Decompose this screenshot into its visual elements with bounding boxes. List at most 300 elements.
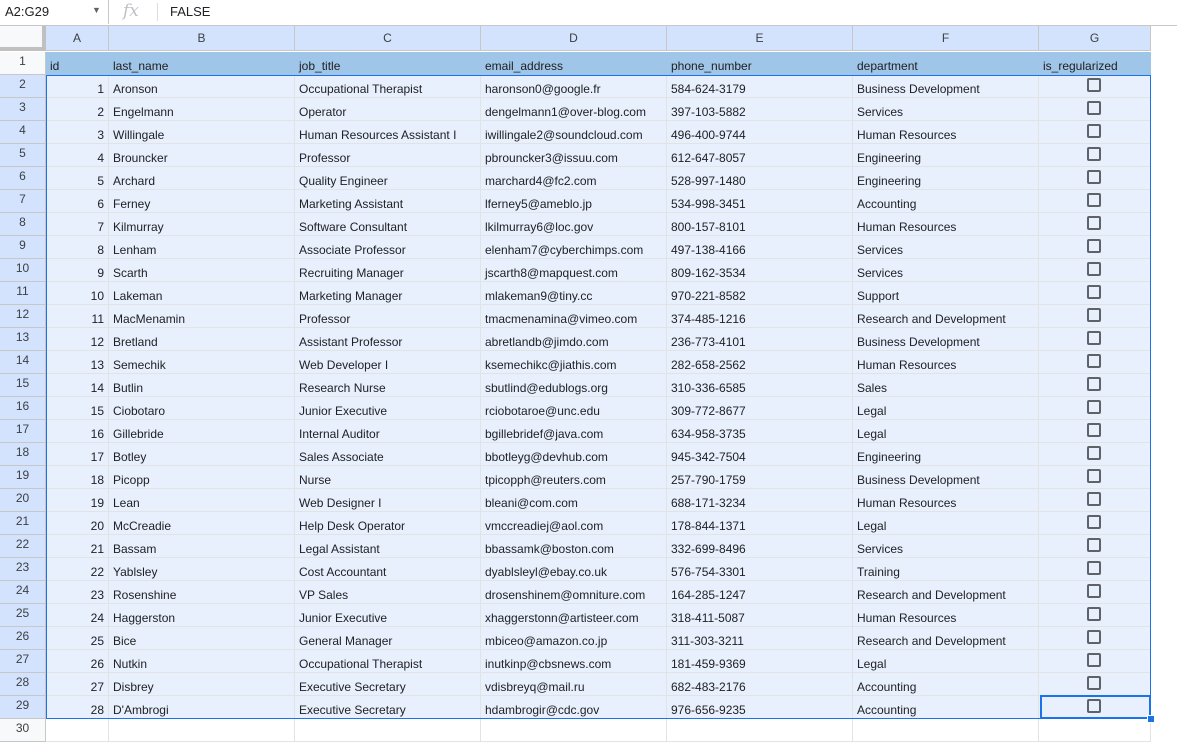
table-cell[interactable]: Accounting [853, 673, 1039, 696]
checkbox-cell[interactable] [1039, 236, 1151, 259]
table-cell[interactable]: 612-647-8057 [667, 144, 853, 167]
table-cell[interactable]: Business Development [853, 75, 1039, 98]
empty-cell[interactable] [1039, 719, 1151, 742]
checkbox-cell[interactable] [1039, 305, 1151, 328]
row-number[interactable]: 10 [0, 259, 46, 282]
checkbox-icon[interactable] [1087, 699, 1101, 713]
checkbox-icon[interactable] [1087, 124, 1101, 138]
table-cell[interactable]: Occupational Therapist [295, 75, 481, 98]
table-cell[interactable]: 310-336-6585 [667, 374, 853, 397]
table-cell[interactable]: Services [853, 259, 1039, 282]
table-row [0, 144, 1177, 167]
empty-cell[interactable] [667, 719, 853, 742]
table-cell[interactable]: bgillebridef@java.com [481, 420, 667, 443]
table-cell[interactable]: Lakeman [109, 282, 295, 305]
column-header-a[interactable]: A [46, 26, 109, 51]
table-cell[interactable]: 16 [46, 420, 109, 443]
table-cell[interactable]: Gillebride [109, 420, 295, 443]
table-cell[interactable]: Services [853, 535, 1039, 558]
table-cell[interactable]: Engineering [853, 144, 1039, 167]
checkbox-icon[interactable] [1087, 400, 1101, 414]
table-cell[interactable]: 181-459-9369 [667, 650, 853, 673]
table-cell[interactable]: 576-754-3301 [667, 558, 853, 581]
row-number[interactable]: 18 [0, 443, 46, 466]
table-cell[interactable]: Associate Professor [295, 236, 481, 259]
row-number[interactable]: 17 [0, 420, 46, 443]
checkbox-cell[interactable] [1039, 351, 1151, 374]
table-cell[interactable]: Marketing Assistant [295, 190, 481, 213]
table-cell[interactable]: vmccreadiej@aol.com [481, 512, 667, 535]
row-number[interactable]: 8 [0, 213, 46, 236]
table-cell[interactable]: Help Desk Operator [295, 512, 481, 535]
table-cell[interactable]: 2 [46, 98, 109, 121]
table-cell[interactable]: 28 [46, 696, 109, 719]
table-cell[interactable]: dyablsleyl@ebay.co.uk [481, 558, 667, 581]
table-cell[interactable]: bleani@com.com [481, 489, 667, 512]
column-header-d[interactable]: D [481, 26, 667, 51]
table-cell[interactable]: 21 [46, 535, 109, 558]
table-cell[interactable]: lkilmurray6@loc.gov [481, 213, 667, 236]
checkbox-cell[interactable] [1039, 121, 1151, 144]
checkbox-icon[interactable] [1087, 377, 1101, 391]
table-cell[interactable]: Junior Executive [295, 604, 481, 627]
table-cell[interactable]: Research and Development [853, 581, 1039, 604]
checkbox-icon[interactable] [1087, 584, 1101, 598]
table-row [0, 581, 1177, 604]
row-number[interactable]: 27 [0, 650, 46, 673]
table-cell[interactable]: Human Resources [853, 489, 1039, 512]
table-cell[interactable]: Bretland [109, 328, 295, 351]
table-cell[interactable]: Executive Secretary [295, 696, 481, 719]
header-cell[interactable]: last_name [109, 52, 295, 75]
row-number[interactable]: 21 [0, 512, 46, 535]
table-cell[interactable]: Human Resources Assistant I [295, 121, 481, 144]
checkbox-cell[interactable] [1039, 98, 1151, 121]
table-cell[interactable]: Occupational Therapist [295, 650, 481, 673]
checkbox-cell[interactable] [1039, 282, 1151, 305]
column-header-e[interactable]: E [667, 26, 853, 51]
checkbox-cell[interactable] [1039, 558, 1151, 581]
table-cell[interactable]: 976-656-9235 [667, 696, 853, 719]
table-cell[interactable]: Sales Associate [295, 443, 481, 466]
row-number[interactable]: 25 [0, 604, 46, 627]
table-cell[interactable]: 528-997-1480 [667, 167, 853, 190]
table-cell[interactable]: Assistant Professor [295, 328, 481, 351]
table-cell[interactable]: Research and Development [853, 627, 1039, 650]
table-cell[interactable]: Operator [295, 98, 481, 121]
table-cell[interactable]: Butlin [109, 374, 295, 397]
checkbox-cell[interactable] [1039, 328, 1151, 351]
header-cell[interactable]: email_address [481, 52, 667, 75]
table-cell[interactable]: dengelmann1@over-blog.com [481, 98, 667, 121]
table-cell[interactable]: Ciobotaro [109, 397, 295, 420]
formula-input[interactable]: FALSE [170, 4, 211, 19]
table-cell[interactable]: bbassamk@boston.com [481, 535, 667, 558]
table-cell[interactable]: Web Developer I [295, 351, 481, 374]
table-row [0, 282, 1177, 305]
table-cell[interactable]: 164-285-1247 [667, 581, 853, 604]
table-cell[interactable]: Legal [853, 397, 1039, 420]
checkbox-cell[interactable] [1039, 397, 1151, 420]
table-cell[interactable]: Lean [109, 489, 295, 512]
table-cell[interactable]: 23 [46, 581, 109, 604]
checkbox-icon[interactable] [1087, 78, 1101, 92]
header-cell[interactable]: id [46, 52, 109, 75]
table-cell[interactable]: mlakeman9@tiny.cc [481, 282, 667, 305]
table-cell[interactable]: iwillingale2@soundcloud.com [481, 121, 667, 144]
table-cell[interactable]: bbotleyg@devhub.com [481, 443, 667, 466]
table-row [0, 673, 1177, 696]
table-cell[interactable]: Business Development [853, 328, 1039, 351]
checkbox-icon[interactable] [1087, 607, 1101, 621]
column-header-f[interactable]: F [853, 26, 1039, 51]
table-row [0, 466, 1177, 489]
table-cell[interactable]: 809-162-3534 [667, 259, 853, 282]
table-cell[interactable]: Internal Auditor [295, 420, 481, 443]
row-number[interactable]: 4 [0, 121, 46, 144]
checkbox-cell[interactable] [1039, 627, 1151, 650]
row-number[interactable]: 23 [0, 558, 46, 581]
checkbox-cell[interactable] [1039, 512, 1151, 535]
table-cell[interactable]: 18 [46, 466, 109, 489]
table-cell[interactable]: rciobotaroe@unc.edu [481, 397, 667, 420]
table-cell[interactable]: 9 [46, 259, 109, 282]
empty-cell[interactable] [295, 719, 481, 742]
table-row [0, 259, 1177, 282]
table-cell[interactable]: 24 [46, 604, 109, 627]
table-cell[interactable]: Engineering [853, 443, 1039, 466]
table-cell[interactable]: Rosenshine [109, 581, 295, 604]
row-number[interactable]: 7 [0, 190, 46, 213]
table-cell[interactable]: Yablsley [109, 558, 295, 581]
table-cell[interactable]: VP Sales [295, 581, 481, 604]
table-row [0, 489, 1177, 512]
row-number[interactable]: 1 [0, 52, 46, 75]
table-cell[interactable]: Bassam [109, 535, 295, 558]
table-cell[interactable]: vdisbreyq@mail.ru [481, 673, 667, 696]
column-header-b[interactable]: B [109, 26, 295, 51]
table-cell[interactable]: Sales [853, 374, 1039, 397]
table-cell[interactable]: Legal Assistant [295, 535, 481, 558]
table-row [0, 558, 1177, 581]
checkbox-cell[interactable] [1039, 190, 1151, 213]
table-cell[interactable]: 178-844-1371 [667, 512, 853, 535]
table-cell[interactable]: 496-400-9744 [667, 121, 853, 144]
table-row [0, 696, 1177, 719]
table-cell[interactable]: Disbrey [109, 673, 295, 696]
table-cell[interactable]: 22 [46, 558, 109, 581]
table-cell[interactable]: xhaggerstonn@artisteer.com [481, 604, 667, 627]
header-cell[interactable]: is_regularized [1039, 52, 1151, 75]
empty-cell[interactable] [853, 719, 1039, 742]
row-number[interactable]: 2 [0, 75, 46, 98]
table-cell[interactable]: 497-138-4166 [667, 236, 853, 259]
table-cell[interactable]: Legal [853, 650, 1039, 673]
table-cell[interactable]: 12 [46, 328, 109, 351]
table-cell[interactable]: 257-790-1759 [667, 466, 853, 489]
table-cell[interactable]: 27 [46, 673, 109, 696]
table-cell[interactable]: ksemechikc@jiathis.com [481, 351, 667, 374]
row-number[interactable]: 30 [0, 719, 46, 742]
grid-blank-right [1151, 26, 1177, 740]
table-cell[interactable]: pbrouncker3@issuu.com [481, 144, 667, 167]
row-number[interactable]: 20 [0, 489, 46, 512]
checkbox-icon[interactable] [1087, 630, 1101, 644]
checkbox-icon[interactable] [1087, 262, 1101, 276]
table-cell[interactable]: 945-342-7504 [667, 443, 853, 466]
checkbox-cell[interactable] [1039, 696, 1151, 719]
row-number[interactable]: 24 [0, 581, 46, 604]
table-row [0, 397, 1177, 420]
table-cell[interactable]: Human Resources [853, 121, 1039, 144]
table-cell[interactable]: Research and Development [853, 305, 1039, 328]
table-cell[interactable]: 25 [46, 627, 109, 650]
table-cell[interactable]: Ferney [109, 190, 295, 213]
table-cell[interactable]: Aronson [109, 75, 295, 98]
table-cell[interactable]: elenham7@cyberchimps.com [481, 236, 667, 259]
table-cell[interactable]: Web Designer I [295, 489, 481, 512]
column-header-c[interactable]: C [295, 26, 481, 51]
table-cell[interactable]: Support [853, 282, 1039, 305]
row-number[interactable]: 29 [0, 696, 46, 719]
table-cell[interactable]: 14 [46, 374, 109, 397]
empty-cell[interactable] [109, 719, 295, 742]
table-row [0, 351, 1177, 374]
table-cell[interactable]: 26 [46, 650, 109, 673]
table-cell[interactable]: Human Resources [853, 604, 1039, 627]
table-cell[interactable]: tpicopph@reuters.com [481, 466, 667, 489]
checkbox-icon[interactable] [1087, 653, 1101, 667]
checkbox-cell[interactable] [1039, 650, 1151, 673]
table-cell[interactable]: Haggerston [109, 604, 295, 627]
table-row [0, 75, 1177, 98]
checkbox-cell[interactable] [1039, 673, 1151, 696]
table-cell[interactable]: General Manager [295, 627, 481, 650]
table-cell[interactable]: Legal [853, 420, 1039, 443]
table-cell[interactable]: 17 [46, 443, 109, 466]
table-cell[interactable]: Software Consultant [295, 213, 481, 236]
table-cell[interactable]: 11 [46, 305, 109, 328]
table-cell[interactable]: 688-171-3234 [667, 489, 853, 512]
table-cell[interactable]: 374-485-1216 [667, 305, 853, 328]
row-number[interactable]: 9 [0, 236, 46, 259]
header-cell[interactable]: department [853, 52, 1039, 75]
table-cell[interactable]: 584-624-3179 [667, 75, 853, 98]
checkbox-icon[interactable] [1087, 423, 1101, 437]
table-cell[interactable]: Nurse [295, 466, 481, 489]
table-cell[interactable]: 397-103-5882 [667, 98, 853, 121]
checkbox-icon[interactable] [1087, 446, 1101, 460]
checkbox-cell[interactable] [1039, 374, 1151, 397]
empty-cell[interactable] [46, 719, 109, 742]
checkbox-icon[interactable] [1087, 170, 1101, 184]
empty-row [0, 719, 1177, 742]
select-all-corner[interactable] [0, 26, 46, 51]
table-cell[interactable]: Engelmann [109, 98, 295, 121]
checkbox-cell[interactable] [1039, 604, 1151, 627]
checkbox-cell[interactable] [1039, 213, 1151, 236]
table-cell[interactable]: Semechik [109, 351, 295, 374]
table-cell[interactable]: Marketing Manager [295, 282, 481, 305]
table-cell[interactable]: Training [853, 558, 1039, 581]
table-row [0, 420, 1177, 443]
table-cell[interactable]: McCreadie [109, 512, 295, 535]
table-cell[interactable]: haronson0@google.fr [481, 75, 667, 98]
table-cell[interactable]: hdambrogir@cdc.gov [481, 696, 667, 719]
table-cell[interactable]: Junior Executive [295, 397, 481, 420]
checkbox-cell[interactable] [1039, 443, 1151, 466]
table-cell[interactable]: marchard4@fc2.com [481, 167, 667, 190]
checkbox-cell[interactable] [1039, 144, 1151, 167]
table-cell[interactable]: 19 [46, 489, 109, 512]
checkbox-cell[interactable] [1039, 75, 1151, 98]
checkbox-icon[interactable] [1087, 101, 1101, 115]
table-cell[interactable]: D'Ambrogi [109, 696, 295, 719]
table-cell[interactable]: Brouncker [109, 144, 295, 167]
checkbox-cell[interactable] [1039, 167, 1151, 190]
table-cell[interactable]: 970-221-8582 [667, 282, 853, 305]
table-row [0, 236, 1177, 259]
table-cell[interactable]: MacMenamin [109, 305, 295, 328]
row-number[interactable]: 22 [0, 535, 46, 558]
table-cell[interactable]: 6 [46, 190, 109, 213]
checkbox-cell[interactable] [1039, 259, 1151, 282]
table-cell[interactable]: 20 [46, 512, 109, 535]
table-cell[interactable]: Archard [109, 167, 295, 190]
table-cell[interactable]: Legal [853, 512, 1039, 535]
row-number[interactable]: 28 [0, 673, 46, 696]
table-cell[interactable]: 3 [46, 121, 109, 144]
table-row [0, 443, 1177, 466]
row-number[interactable]: 14 [0, 351, 46, 374]
checkbox-cell[interactable] [1039, 420, 1151, 443]
table-cell[interactable]: 634-958-3735 [667, 420, 853, 443]
table-cell[interactable]: drosenshinem@omniture.com [481, 581, 667, 604]
table-cell[interactable]: Executive Secretary [295, 673, 481, 696]
checkbox-cell[interactable] [1039, 489, 1151, 512]
checkbox-cell[interactable] [1039, 535, 1151, 558]
table-cell[interactable]: Picopp [109, 466, 295, 489]
checkbox-icon[interactable] [1087, 515, 1101, 529]
chevron-down-icon[interactable]: ▼ [92, 5, 101, 15]
table-cell[interactable]: Quality Engineer [295, 167, 481, 190]
table-cell[interactable]: Accounting [853, 190, 1039, 213]
row-number[interactable]: 6 [0, 167, 46, 190]
table-cell[interactable]: Professor [295, 144, 481, 167]
row-number[interactable]: 5 [0, 144, 46, 167]
checkbox-icon[interactable] [1087, 331, 1101, 345]
table-cell[interactable]: Willingale [109, 121, 295, 144]
row-number[interactable]: 3 [0, 98, 46, 121]
table-cell[interactable]: 1 [46, 75, 109, 98]
table-cell[interactable]: Lenham [109, 236, 295, 259]
table-cell[interactable]: 7 [46, 213, 109, 236]
checkbox-icon[interactable] [1087, 285, 1101, 299]
table-cell[interactable]: 682-483-2176 [667, 673, 853, 696]
table-row [0, 650, 1177, 673]
checkbox-cell[interactable] [1039, 581, 1151, 604]
table-cell[interactable]: Research Nurse [295, 374, 481, 397]
table-cell[interactable]: 8 [46, 236, 109, 259]
table-row [0, 121, 1177, 144]
name-box-range[interactable]: A2:G29 [5, 4, 50, 19]
header-cell[interactable]: job_title [295, 52, 481, 75]
checkbox-icon[interactable] [1087, 676, 1101, 690]
table-cell[interactable]: 311-303-3211 [667, 627, 853, 650]
table-cell[interactable]: 318-411-5087 [667, 604, 853, 627]
table-cell[interactable]: Nutkin [109, 650, 295, 673]
table-cell[interactable]: Accounting [853, 696, 1039, 719]
table-cell[interactable]: Services [853, 236, 1039, 259]
table-cell[interactable]: Recruiting Manager [295, 259, 481, 282]
table-cell[interactable]: inutkinp@cbsnews.com [481, 650, 667, 673]
checkbox-icon[interactable] [1087, 147, 1101, 161]
table-cell[interactable]: abretlandb@jimdo.com [481, 328, 667, 351]
table-cell[interactable]: 5 [46, 167, 109, 190]
table-cell[interactable]: mbiceo@amazon.co.jp [481, 627, 667, 650]
table-cell[interactable]: Scarth [109, 259, 295, 282]
table-cell[interactable]: Engineering [853, 167, 1039, 190]
table-cell[interactable]: Bice [109, 627, 295, 650]
checkbox-icon[interactable] [1087, 492, 1101, 506]
table-cell[interactable]: 4 [46, 144, 109, 167]
row-number[interactable]: 26 [0, 627, 46, 650]
checkbox-icon[interactable] [1087, 239, 1101, 253]
header-cell[interactable]: phone_number [667, 52, 853, 75]
row-number[interactable]: 12 [0, 305, 46, 328]
checkbox-icon[interactable] [1087, 193, 1101, 207]
empty-cell[interactable] [481, 719, 667, 742]
table-cell[interactable]: 15 [46, 397, 109, 420]
table-cell[interactable]: 10 [46, 282, 109, 305]
table-cell[interactable]: 534-998-3451 [667, 190, 853, 213]
table-cell[interactable]: lferney5@ameblo.jp [481, 190, 667, 213]
table-cell[interactable]: 282-658-2562 [667, 351, 853, 374]
table-cell[interactable]: 800-157-8101 [667, 213, 853, 236]
checkbox-icon[interactable] [1087, 308, 1101, 322]
checkbox-icon[interactable] [1087, 538, 1101, 552]
table-cell[interactable]: jscarth8@mapquest.com [481, 259, 667, 282]
checkbox-icon[interactable] [1087, 469, 1101, 483]
table-cell[interactable]: Human Resources [853, 351, 1039, 374]
table-cell[interactable]: 332-699-8496 [667, 535, 853, 558]
table-cell[interactable]: tmacmenamina@vimeo.com [481, 305, 667, 328]
name-box[interactable] [0, 0, 109, 24]
checkbox-cell[interactable] [1039, 466, 1151, 489]
row-number[interactable]: 15 [0, 374, 46, 397]
table-cell[interactable]: Services [853, 98, 1039, 121]
table-cell[interactable]: Human Resources [853, 213, 1039, 236]
table-cell[interactable]: sbutlind@edublogs.org [481, 374, 667, 397]
table-cell[interactable]: Kilmurray [109, 213, 295, 236]
table-cell[interactable]: Botley [109, 443, 295, 466]
table-cell[interactable]: Business Development [853, 466, 1039, 489]
checkbox-icon[interactable] [1087, 354, 1101, 368]
table-cell[interactable]: 13 [46, 351, 109, 374]
checkbox-icon[interactable] [1087, 561, 1101, 575]
checkbox-icon[interactable] [1087, 216, 1101, 230]
row-number[interactable]: 11 [0, 282, 46, 305]
column-header-g[interactable]: G [1039, 26, 1151, 51]
table-cell[interactable]: Cost Accountant [295, 558, 481, 581]
table-row [0, 535, 1177, 558]
table-cell[interactable]: 309-772-8677 [667, 397, 853, 420]
row-number[interactable]: 13 [0, 328, 46, 351]
row-number[interactable]: 19 [0, 466, 46, 489]
table-cell[interactable]: Professor [295, 305, 481, 328]
table-cell[interactable]: 236-773-4101 [667, 328, 853, 351]
row-number[interactable]: 16 [0, 397, 46, 420]
